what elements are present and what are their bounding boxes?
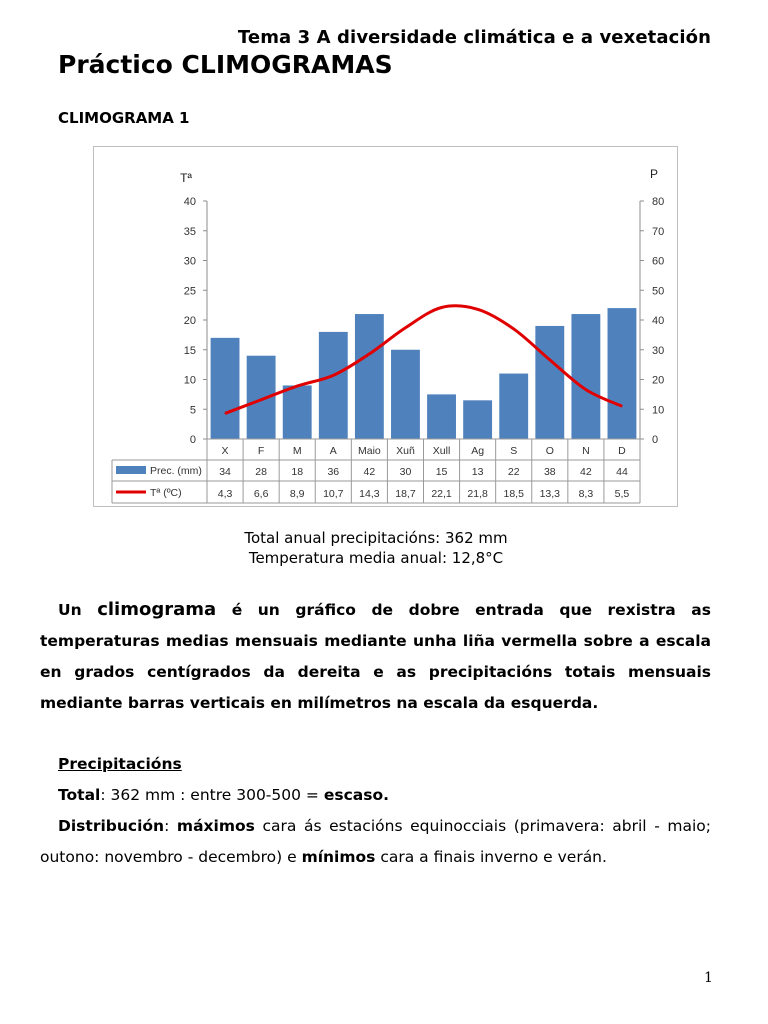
climograph-chart <box>93 146 678 507</box>
total-label: Total <box>58 786 101 804</box>
precipitation-value-label: 38 <box>543 466 556 478</box>
category-label: F <box>257 445 265 457</box>
annual-mean-temperature: Temperatura media anual: 12,8°C <box>248 549 504 567</box>
temperature-point <box>405 327 406 328</box>
left-axis-tick-label: 25 <box>183 285 196 298</box>
page-title: Práctico CLIMOGRAMAS <box>58 50 393 79</box>
precipitation-bar <box>355 314 384 439</box>
precipitation-bar <box>283 385 312 439</box>
right-axis-tick-label: 60 <box>652 255 665 268</box>
legend-swatch-precipitation <box>116 466 146 474</box>
definition-term: climograma <box>97 599 217 620</box>
precipitation-total-line <box>40 780 711 811</box>
right-axis-tick-label: 10 <box>652 404 665 417</box>
precipitation-heading-line <box>40 749 711 780</box>
right-axis-tick-label: 50 <box>652 285 665 298</box>
precipitation-bar <box>391 350 420 439</box>
precipitation-bar <box>608 308 637 439</box>
right-axis-tick-label: 0 <box>652 434 659 446</box>
left-axis-tick-label: 10 <box>183 374 196 387</box>
minimums-label: mínimos <box>301 848 376 866</box>
legend-label-temperature: Tª (ºC) <box>150 487 182 499</box>
precipitation-section <box>40 749 711 873</box>
climograph-svg <box>94 147 677 506</box>
precipitation-distribution-paragraph <box>40 811 711 873</box>
precipitation-bar <box>211 338 240 439</box>
right-axis-tick-label: 80 <box>652 196 665 208</box>
left-axis-tick-label: 5 <box>189 404 196 417</box>
temperature-point <box>441 307 442 308</box>
left-axis-tick-label: 30 <box>183 255 196 268</box>
temperature-point <box>477 309 478 310</box>
right-axis-tick-label: 30 <box>652 344 665 357</box>
precipitation-bar <box>427 394 456 439</box>
temperature-value-label: 18,7 <box>395 488 416 500</box>
precipitation-bar <box>571 314 600 439</box>
left-axis-tick-label: 35 <box>183 225 196 238</box>
total-value: escaso. <box>323 786 389 804</box>
right-axis-title: P <box>649 167 659 181</box>
temperature-value-label: 22,1 <box>431 488 452 500</box>
temperature-value-label: 14,3 <box>359 488 380 500</box>
legend-label-precipitation: Prec. (mm) <box>150 465 202 477</box>
category-label: D <box>618 445 626 457</box>
definition-lead: Un <box>58 601 98 619</box>
precipitation-bar <box>535 326 564 439</box>
definition-text: é un gráfico de dobre entrada que rexistra as temperaturas medias mensuais mediante unha liña vermella sobre a escala en grados centígrados da dereita e as precipitacións totais mensuais mediante barras verticais en milímetros na escala da esquerda. <box>40 601 711 712</box>
precipitation-bar <box>319 332 348 439</box>
temperature-point <box>513 328 514 329</box>
category-label: Maio <box>357 445 381 457</box>
annual-precipitation-total: Total anual precipitacións: 362 mm <box>244 529 508 547</box>
temperature-value-label: 4,3 <box>217 488 233 500</box>
precipitation-heading: Precipitacións <box>58 755 182 773</box>
left-axis-tick-label: 15 <box>183 344 196 357</box>
right-axis-tick-label: 20 <box>652 374 665 387</box>
precipitation-value-label: 36 <box>327 466 340 478</box>
temperature-point <box>297 385 298 386</box>
temperature-point <box>224 413 225 414</box>
left-axis-title: Tª <box>180 171 192 185</box>
chart-subtitle: CLIMOGRAMA 1 <box>58 109 190 127</box>
temperature-point <box>333 375 334 376</box>
distribution-separator: : <box>164 817 177 835</box>
category-label: Xuñ <box>396 445 415 457</box>
left-axis-tick-label: 20 <box>183 315 196 327</box>
temperature-point <box>369 353 370 354</box>
annual-totals <box>0 528 752 568</box>
category-label: S <box>510 445 518 457</box>
category-label: A <box>329 445 337 457</box>
distribution-label: Distribución <box>58 817 165 835</box>
temperature-value-label: 5,5 <box>614 488 630 500</box>
category-label: Ag <box>471 445 485 457</box>
temperature-value-label: 6,6 <box>253 488 269 500</box>
precipitation-value-label: 34 <box>219 466 231 478</box>
category-label: N <box>582 445 590 457</box>
left-axis-tick-label: 40 <box>183 196 196 208</box>
right-axis-tick-label: 70 <box>652 225 665 238</box>
category-label: Xull <box>432 445 451 457</box>
temperature-point <box>621 406 622 407</box>
precipitation-value-label: 22 <box>507 466 520 478</box>
maximums-label: máximos <box>176 817 255 835</box>
temperature-point <box>549 359 550 360</box>
precipitation-bar <box>463 400 492 439</box>
total-text: : 362 mm : entre 300-500 = <box>100 786 324 804</box>
precipitation-value-label: 42 <box>580 466 592 478</box>
precipitation-bar <box>499 374 528 439</box>
temperature-value-label: 8,9 <box>289 488 305 500</box>
precipitation-value-label: 18 <box>291 466 304 478</box>
temperature-value-label: 13,3 <box>539 488 561 500</box>
temperature-value-label: 21,8 <box>467 488 488 500</box>
minimums-text: cara a finais inverno e verán. <box>375 848 607 866</box>
page-number: 1 <box>704 970 713 986</box>
precipitation-value-label: 42 <box>363 466 376 478</box>
maximums-text: cara ás estacións equinocciais (primavera: abril - maio; outono: novembro - decembro) e <box>40 817 712 866</box>
precipitation-value-label: 44 <box>616 466 628 478</box>
category-label: X <box>221 445 229 457</box>
temperature-point <box>585 389 586 390</box>
temperature-value-label: 8,3 <box>578 488 594 500</box>
temperature-point <box>261 399 262 400</box>
category-label: O <box>545 445 554 457</box>
category-label: M <box>292 445 302 457</box>
left-axis-tick-label: 0 <box>189 434 196 446</box>
topic-heading: Tema 3 A diversidade climática e a vexetación <box>237 27 711 48</box>
precipitation-value-label: 28 <box>255 466 267 478</box>
precipitation-value-label: 30 <box>399 466 412 478</box>
temperature-value-label: 18,5 <box>503 488 524 500</box>
precipitation-value-label: 15 <box>435 466 448 478</box>
precipitation-value-label: 13 <box>471 466 484 478</box>
definition-paragraph <box>40 594 711 719</box>
temperature-value-label: 10,7 <box>323 488 344 500</box>
right-axis-tick-label: 40 <box>652 315 665 327</box>
